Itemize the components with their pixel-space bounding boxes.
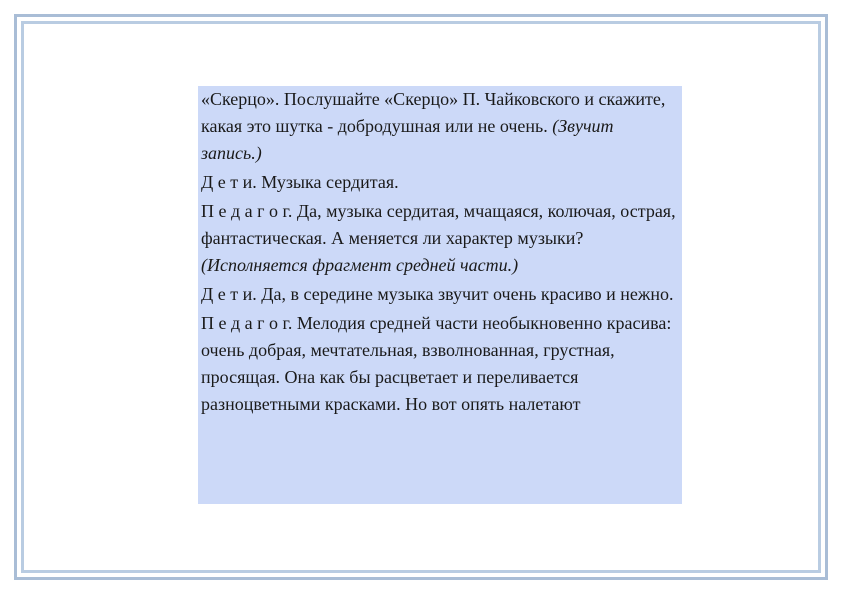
paragraph-3-stage-direction: (Исполняется фрагмент средней части.) xyxy=(201,255,519,275)
paragraph-4 xyxy=(201,281,678,308)
text-box xyxy=(198,86,682,504)
paragraph-1-text: «Скерцо». Послушайте «Скерцо» П. Чайковского и скажите, какая это шутка - добродушная или не очень. xyxy=(201,89,666,136)
paragraph-2 xyxy=(201,169,678,196)
paragraph-4-text: Д е т и. Да, в середине музыка звучит очень красиво и нежно. xyxy=(201,284,674,304)
paragraph-5-text: П е д а г о г. Мелодия средней части необыкновенно красива: очень добрая, мечтательная, взволнованная, грустная, просящая. Она как бы расцветает и переливается разноцветными красками. Но вот опять налетают xyxy=(201,313,672,414)
paragraph-1 xyxy=(201,86,678,167)
paragraph-2-text: Д е т и. Музыка сердитая. xyxy=(201,172,399,192)
paragraph-5 xyxy=(201,310,678,418)
paragraph-1-stage-direction: (Звучит запись.) xyxy=(201,116,614,163)
paragraph-3-text: П е д а г о г. Да, музыка сердитая, мчащаяся, колючая, острая, фантастическая. А меняется ли характер музыки? xyxy=(201,201,676,248)
paragraph-3 xyxy=(201,198,678,279)
